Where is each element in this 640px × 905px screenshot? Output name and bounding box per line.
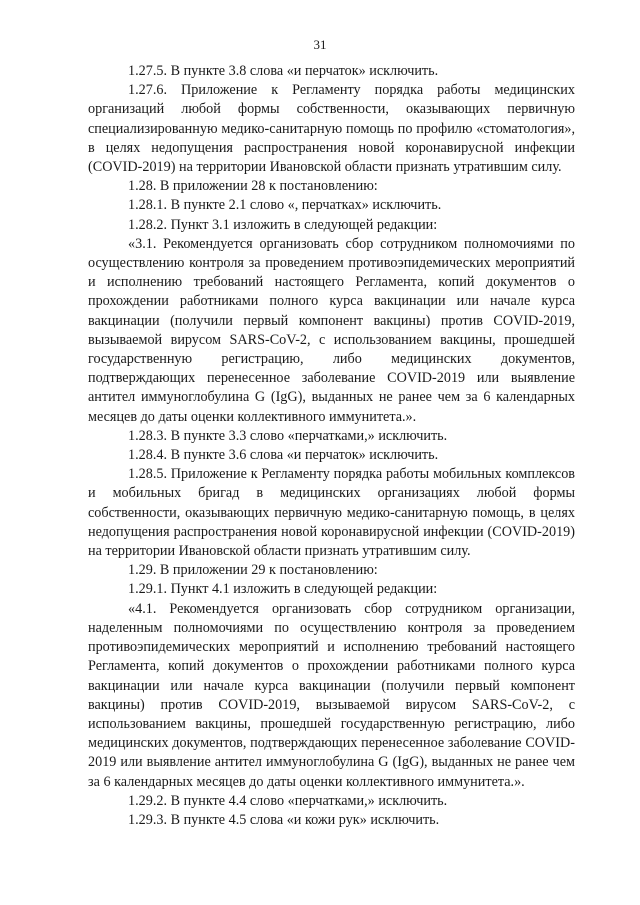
paragraph-1-27-5: 1.27.5. В пункте 3.8 слова «и перчаток» исключить.	[128, 63, 439, 79]
document-body	[88, 62, 575, 830]
paragraph-1-29-3: 1.29.3. В пункте 4.5 слова «и кожи рук» исключить.	[128, 811, 440, 828]
paragraph-1-28-4: 1.28.4. В пункте 3.6 слова «и перчаток» исключить.	[128, 447, 439, 464]
paragraph-1-27-6: 1.27.6. Приложение к Регламенту порядка работы медицинских организаций любой формы собственности, оказывающих первичную специализированную медико-санитарную помощь по профилю «стоматология», в целях недопущения распространения новой коронавирусной инфекции (COVID-2019) на территории Ивановской области признать утратившим силу.	[88, 82, 575, 176]
paragraph-1-29: 1.29. В приложении 29 к постановлению:	[128, 562, 378, 579]
paragraph-1-29-1: 1.29.1. Пункт 4.1 изложить в следующей редакции:	[128, 581, 438, 598]
paragraph-1-28-1: 1.28.1. В пункте 2.1 слово «, перчатках» исключить.	[128, 197, 442, 214]
paragraph-1-28: 1.28. В приложении 28 к постановлению:	[128, 178, 378, 195]
paragraph-1-29-2: 1.29.2. В пункте 4.4 слово «перчатками,» исключить.	[128, 792, 448, 809]
paragraph-quote-4-1: «4.1. Рекомендуется организовать сбор сотрудником организации, наделенным полномочиями по осуществлению контроля за проведением противоэпидемических мероприятий и исполнению требований настоящего Регламента, копий документов о прохождении работниками полного курса вакцинации или начале курса вакцинации (получили первый компонент вакцины) против COVID-2019, вызываемой вирусом SARS-CoV-2, с использованием вакцины, прошедшей государственную регистрацию, либо медицинских документов, подтверждающих перенесенное заболевание COVID-2019 или выявление антител иммуноглобулина G (IgG), выданных не ранее чем за 6 календарных месяцев до даты оценки коллективного иммунитета.».	[88, 600, 575, 790]
paragraph-quote-3-1: «3.1. Рекомендуется организовать сбор сотрудником полномочиями по осуществлению контроля за проведением противоэпидемических мероприятий и исполнению требований настоящего Регламента, копий документов о прохождении работниками полного курса вакцинации или начале курса вакцинации (получили первый компонент вакцины) против COVID-2019, вызываемой вирусом SARS-CoV-2, с использованием вакцины, прошедшей государственную регистрацию, либо медицинских документов, подтверждающих перенесенное заболевание COVID-2019 или выявление антител иммуноглобулина G (IgG), выданных не ранее чем за 6 календарных месяцев до даты оценки коллективного иммунитета.».	[88, 235, 575, 425]
page-number: 31	[313, 37, 327, 52]
paragraph-1-28-5: 1.28.5. Приложение к Регламенту порядка работы мобильных комплексов и мобильных бригад в медицинских организациях любой формы собственности, оказывающих первичную медико-санитарную помощь, в целях недопущения распространения новой коронавирусной инфекции (COVID-2019) на территории Ивановской области признать утратившим силу.	[88, 466, 575, 560]
paragraph-1-28-2: 1.28.2. Пункт 3.1 изложить в следующей редакции:	[128, 216, 438, 233]
paragraph-1-28-3: 1.28.3. В пункте 3.3 слово «перчатками,» исключить.	[128, 427, 448, 444]
